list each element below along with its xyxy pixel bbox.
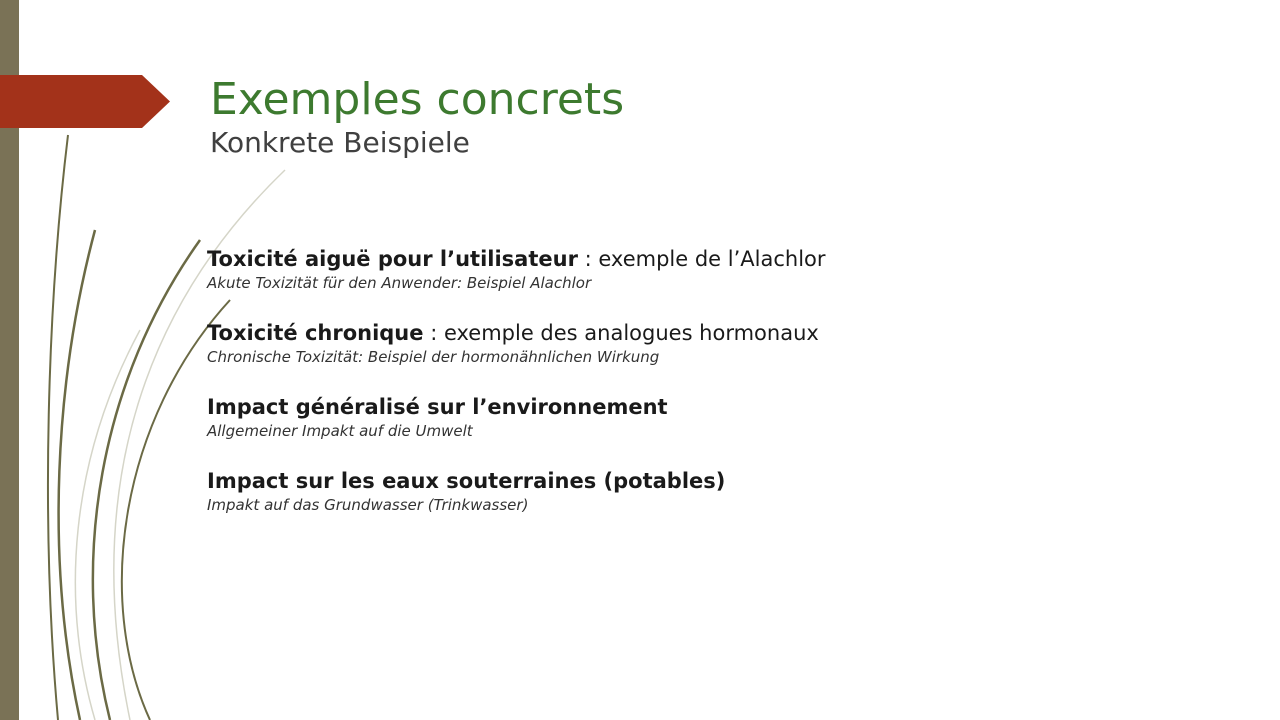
content-list xyxy=(207,245,1207,541)
item-translation: Akute Toxizität für den Anwender: Beispiel Alachlor xyxy=(207,274,592,292)
item-rest-text: : exemple des analogues hormonaux xyxy=(423,321,819,345)
item-main-text xyxy=(207,467,1207,495)
slide-title: Exemples concrets xyxy=(210,74,625,125)
item-bold-text: Impact sur les eaux souterraines (potables) xyxy=(207,469,726,493)
item-translation: Allgemeiner Impakt auf die Umwelt xyxy=(207,422,473,440)
list-item xyxy=(207,319,1207,367)
item-translation: Chronische Toxizität: Beispiel der hormonähnlichen Wirkung xyxy=(207,348,660,366)
item-bold-text: Toxicité aiguë pour l’utilisateur xyxy=(207,247,578,271)
item-main-text xyxy=(207,245,1207,273)
item-main-text xyxy=(207,393,1207,421)
title-block xyxy=(210,74,624,160)
item-bold-text: Toxicité chronique xyxy=(207,321,424,345)
slide-subtitle: Konkrete Beispiele xyxy=(210,126,470,159)
item-translation: Impakt auf das Grundwasser (Trinkwasser) xyxy=(207,496,529,514)
list-item xyxy=(207,245,1207,293)
list-item xyxy=(207,393,1207,441)
item-main-text xyxy=(207,319,1207,347)
list-item xyxy=(207,467,1207,515)
item-rest-text: : exemple de l’Alachlor xyxy=(577,247,826,271)
title-arrow-shape xyxy=(0,75,170,128)
item-bold-text: Impact généralisé sur l’environnement xyxy=(207,395,668,419)
